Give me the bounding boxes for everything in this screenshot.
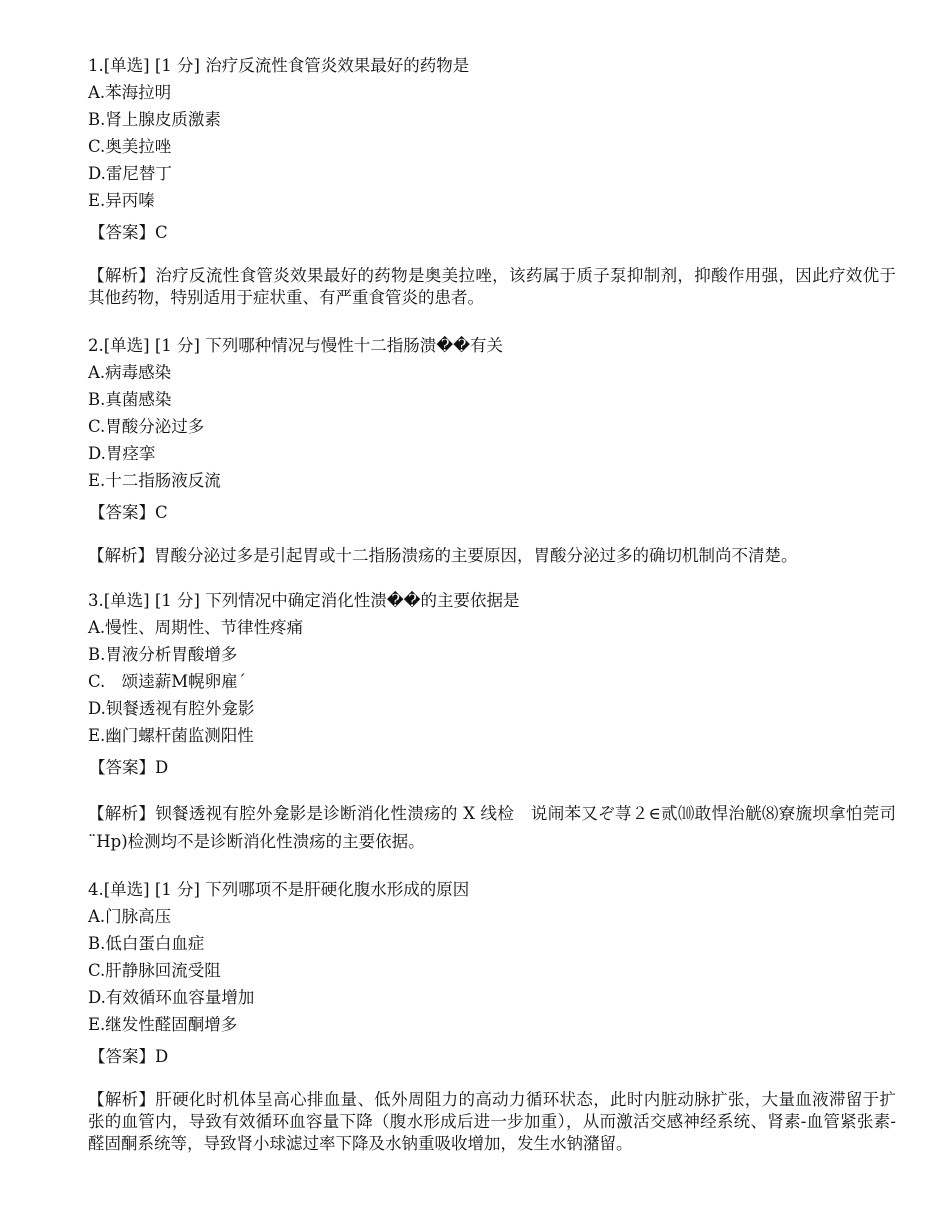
option-d: D.雷尼替丁 xyxy=(88,164,172,183)
exam-document xyxy=(88,52,913,1175)
analysis-paragraph: 【解析】治疗反流性食管炎效果最好的药物是奥美拉唑，该药属于质子泵抑制剂，抑酸作用强，因此疗效优于其他药物，特别适用于症状重、有严重食管炎的患者。 xyxy=(88,266,896,307)
question-3 xyxy=(88,587,913,856)
question-2 xyxy=(88,332,896,567)
question-1 xyxy=(88,52,896,309)
option-b: B.真菌感染 xyxy=(88,390,172,409)
option-c: C.肝静脉回流受阻 xyxy=(88,961,221,980)
option-a: A.苯海拉明 xyxy=(88,83,172,102)
option-b: B.肾上腺皮质激素 xyxy=(88,110,221,129)
option-d: D.胃痉挛 xyxy=(88,444,156,463)
option-e: E.十二指肠液反流 xyxy=(88,471,221,490)
option-a: A.门脉高压 xyxy=(88,907,172,926)
option-c: C.奥美拉唑 xyxy=(88,137,172,156)
analysis-paragraph: 【解析】钡餐透视有腔外龛影是诊断消化性溃疡的 X 线检 说闹苯又ぞ荨２∈贰⑽敢悍治觥⑻寮旒坝拿怕莞司 ¨Hp)检测均不是诊断消化性溃疡的主要依据。 xyxy=(88,804,913,851)
option-a: A.病毒感染 xyxy=(88,363,172,382)
question-title: 1.[单选] [1 分] 治疗反流性食管炎效果最好的药物是 xyxy=(88,56,470,75)
option-e: E.幽门螺杆菌监测阳性 xyxy=(88,726,254,745)
option-c: C.胃酸分泌过多 xyxy=(88,417,205,436)
option-e: E.继发性醛固酮增多 xyxy=(88,1015,238,1034)
question-title: 4.[单选] [1 分] 下列哪项不是肝硬化腹水形成的原因 xyxy=(88,880,470,899)
option-d: D.钡餐透视有腔外龛影 xyxy=(88,699,255,718)
question-title: 2.[单选] [1 分] 下列哪种情况与慢性十二指肠溃��有关 xyxy=(88,336,504,355)
option-a: A.慢性、周期性、节律性疼痛 xyxy=(88,618,304,637)
analysis-paragraph: 【解析】胃酸分泌过多是引起胃或十二指肠溃疡的主要原因，胃酸分泌过多的确切机制尚不清楚。 xyxy=(88,546,798,565)
question-4 xyxy=(88,876,896,1155)
option-c: C. 颂逵薪M幌卵雇´ xyxy=(88,672,246,691)
analysis-paragraph: 【解析】肝硬化时机体呈高心排血量、低外周阻力的高动力循环状态，此时内脏动脉扩张，大量血液滞留于扩张的血管内，导致有效循环血容量下降（腹水形成后进一步加重），从而激活交感神经系统、肾素-血管紧张素-醛固酮系统等，导致肾小球滤过率下降及水钠重吸收增加，发生水钠潴留。 xyxy=(88,1090,896,1153)
option-d: D.有效循环血容量增加 xyxy=(88,988,255,1007)
answer-line: 【答案】D xyxy=(89,1047,169,1066)
question-title: 3.[单选] [1 分] 下列情况中确定消化性溃��的主要依据是 xyxy=(88,591,520,610)
option-b: B.低白蛋白血症 xyxy=(88,934,205,953)
option-e: E.异丙嗪 xyxy=(88,191,155,210)
answer-line: 【答案】C xyxy=(89,503,168,522)
answer-line: 【答案】D xyxy=(89,758,169,777)
answer-line: 【答案】C xyxy=(89,223,168,242)
option-b: B.胃液分析胃酸增多 xyxy=(88,645,238,664)
